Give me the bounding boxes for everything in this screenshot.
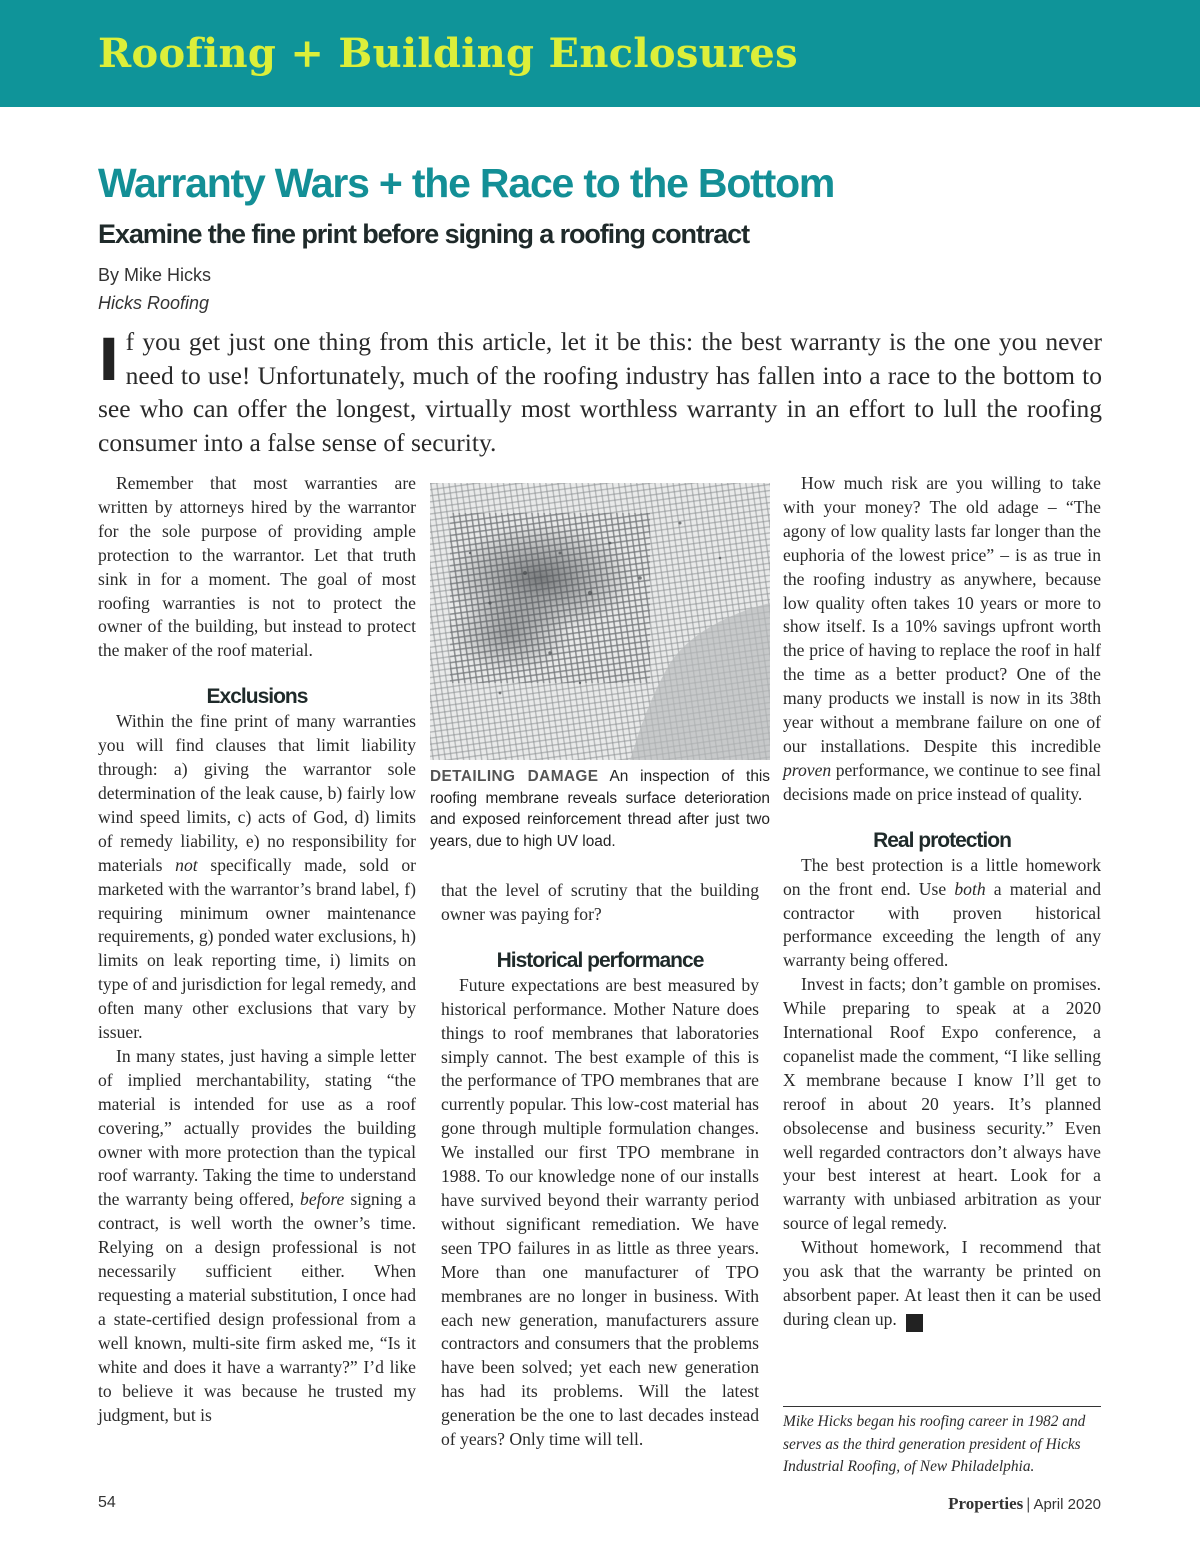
text-run: The best protection is a little homework on the front end. Use	[783, 854, 1101, 899]
roof-membrane-photo	[430, 483, 770, 760]
publication-footer	[948, 1494, 1101, 1514]
membrane-image	[430, 483, 770, 760]
drop-cap: I	[98, 326, 120, 394]
column-left	[98, 472, 416, 1427]
caption-title: DETAILING DAMAGE	[430, 768, 599, 785]
emphasis-text: before	[300, 1189, 345, 1210]
body-paragraph: Future expectations are best measured by historical performance. Mother Nature does things to roof membranes that laboratories simply cannot. The best example of this is the performance of TPO membranes that are currently popular. This low-cost material has gone through multiple formulation changes. We installed our first TPO membrane in 1988. To our knowledge none of our installs have survived beyond their warranty period without significant remediation. We have seen TPO failures in as little as three years. More than one manufacturer of TPO membranes are no longer in business. With each new generation, manufacturers assure contractors and consumers that the problems have been solved; yet each new generation has had its problems. Will the latest generation be the one to last decades instead of years? Only time will tell.	[441, 974, 759, 1450]
caption-text: An inspection of this roofing membrane reveals surface deterioration and exposed reinforcement thread after just two years, due to high UV load.	[430, 768, 770, 850]
body-paragraph	[783, 472, 1101, 807]
text-run: signing a contract, is well worth the owner’s time. Relying on a design professional is not necessarily sufficient either. When requesting a material substitution, I once had a state-certified design professional from a well known, multi-site firm asked me, “Is it white and does it have a warranty?” I’d like to believe it was because he trusted my judgment, but is	[98, 1189, 416, 1425]
body-paragraph: Invest in facts; don’t gamble on promises. While preparing to speak at a 2020 International Roof Expo conference, a copanelist made the comment, “I like selling X membrane because I know I’ll get to reroof in about 20 years. It’s planned obsolecense and business security.” Even well regarded contractors don’t always have your best interest at heart. Look for a warranty with unbiased arbitration as your source of legal remedy.	[783, 974, 1101, 1234]
issue-date: April 2020	[1033, 1496, 1101, 1513]
intro-paragraph	[98, 325, 1102, 459]
body-paragraph: Remember that most warranties are written by attorneys hired by the warrantor for the sole purpose of providing ample protection to the warrantor. Let that truth sink in for a moment. The goal of most roofing warranties is not to protect the owner of the building, but instead to protect the maker of the roof material.	[98, 473, 416, 661]
section-banner	[0, 0, 1200, 107]
page-number: 54	[98, 1494, 116, 1511]
body-paragraph	[98, 710, 416, 1045]
body-paragraph	[98, 1045, 416, 1428]
column-right	[783, 472, 1101, 1332]
article-subheadline: Examine the fine print before signing a roofing contract	[98, 219, 749, 249]
text-run: Within the fine print of many warranties you will find clauses that limit liability through: a) giving the warrantor sole determination of the leak cause, b) fairly low wind speed limits, c) acts of God, d) limits of remedy liability, e) no responsibility for materials	[98, 711, 416, 875]
body-paragraph: that the level of scrutiny that the building owner was paying for?	[441, 880, 759, 924]
text-run: In many states, just having a simple letter of implied merchantability, stating “the material is intended for use as a roof covering,” actually provides the building owner with more protection than the typical roof warranty. Taking the time to understand the warranty being offered,	[98, 1045, 416, 1210]
publication-name: Properties	[948, 1494, 1024, 1513]
text-run: performance, we continue to see final decisions made on price instead of quality.	[783, 759, 1101, 804]
column-middle	[441, 879, 759, 1452]
text-run: a material and contractor with proven historical performance exceeding the length of any warranty being offered.	[783, 878, 1101, 971]
heading-historical-performance: Historical performance	[496, 948, 704, 972]
bio-divider	[783, 1406, 1101, 1407]
heading-exclusions: Exclusions	[206, 685, 308, 709]
photo-caption	[430, 766, 770, 852]
footer-separator: |	[1026, 1496, 1031, 1513]
text-run: Without homework, I recommend that you ask that the warranty be printed on absorbent paper. At least then it can be used during clean up.	[783, 1237, 1101, 1329]
article-headline: Warranty Wars + the Race to the Bottom	[98, 160, 835, 206]
body-paragraph	[783, 854, 1101, 974]
emphasis-text: both	[954, 878, 986, 899]
body-paragraph	[783, 1236, 1101, 1332]
author-company: Hicks Roofing	[98, 293, 210, 313]
emphasis-text: proven	[783, 759, 832, 780]
author-bio: Mike Hicks began his roofing career in 1982 and serves as the third generation president of Hicks Industrial Roofing, of New Philadelphia.	[783, 1413, 1086, 1476]
article-byline: By Mike Hicks	[98, 265, 212, 285]
emphasis-text: not	[175, 854, 198, 875]
intro-text: f you get just one thing from this article, let it be this: the best warranty is the one you never need to use! Unfortunately, much of the roofing industry has fallen into a race to the bottom to see who can offer the longest, virtually most worthless warranty in an effort to lull the roofing consumer into a false sense of security.	[98, 327, 1102, 457]
text-run: specifically made, sold or marketed with the warrantor’s brand label, f) requiring minimum owner maintenance requirements, g) ponded water exclusions, h) limits on leak reporting time, i) limits on type of and jurisdiction for legal remedy, and often many other exclusions that vary by issuer.	[98, 854, 416, 1043]
end-mark-icon: P	[906, 1314, 923, 1332]
section-title: Roofing + Building Enclosures	[98, 30, 798, 77]
text-run: How much risk are you willing to take with your money? The old adage – “The agony of low quality lasts far longer than the euphoria of the lowest price” – is as true in the roofing industry as anywhere, because low quality often takes 10 years or more to show itself. Is a 10% savings upfront worth the price of having to replace the roof in half the time as a better product? One of the many products we install is now in its 38th year without a membrane failure on one of our installations. Despite this incredible	[783, 473, 1101, 756]
heading-real-protection: Real protection	[873, 828, 1011, 852]
